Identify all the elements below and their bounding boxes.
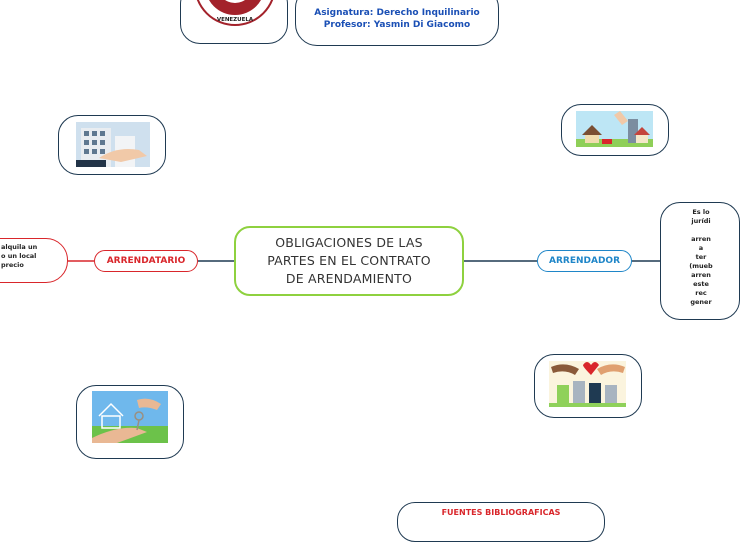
subject-text: Asignatura: Derecho Inquilinario: [314, 8, 480, 18]
arrendatario-definition-line: precio: [1, 261, 24, 269]
key-hand-image: [77, 386, 182, 457]
image-node-building-keys[interactable]: [58, 115, 166, 175]
arrendador-label: ARRENDADOR: [549, 256, 620, 266]
central-topic-line1: OBLIGACIONES DE LAS: [275, 235, 423, 250]
arrendador-definition-line: [671, 226, 731, 235]
arrendatario-node[interactable]: [94, 250, 198, 272]
arrendador-definition-line: Es lo: [692, 208, 710, 216]
arrendador-definition-node[interactable]: [660, 202, 740, 320]
bibliography-label: FUENTES BIBLIOGRAFICAS: [441, 508, 561, 517]
arrendador-definition-line: arren: [691, 235, 711, 243]
arrendador-node[interactable]: [537, 250, 632, 272]
arrendador-definition-line: ter: [695, 253, 707, 261]
professor-text: Profesor: Yasmin Di Giacomo: [323, 20, 471, 30]
arrendador-definition-line: jurídi: [691, 217, 711, 225]
arrendador-definition-line: a: [698, 244, 704, 252]
bibliography-node[interactable]: [397, 502, 605, 542]
building-keys-image: [59, 116, 164, 173]
logo-node[interactable]: [180, 0, 288, 44]
arrendador-definition-line: arren: [691, 271, 711, 279]
arrendador-definition-line: gener: [690, 298, 712, 306]
image-node-key-hand[interactable]: [76, 385, 184, 459]
university-seal-icon: [181, 0, 289, 45]
central-topic-line2: PARTES EN EL CONTRATO: [267, 253, 431, 268]
logo-text: VENEZUELA: [216, 17, 254, 23]
houses-image: [562, 105, 667, 155]
arrendatario-definition-line: o un local: [1, 252, 37, 260]
community-image: [535, 355, 640, 416]
arrendador-definition-line: (mueb: [689, 262, 713, 270]
central-topic[interactable]: [234, 226, 464, 296]
arrendador-definition-line: rec: [695, 289, 707, 297]
arrendatario-label: ARRENDATARIO: [106, 256, 186, 266]
arrendatario-definition-line: alquila un: [1, 243, 38, 251]
arrendatario-definition-node[interactable]: [0, 238, 68, 283]
central-topic-line3: DE ARENDAMIENTO: [285, 271, 413, 286]
image-node-community[interactable]: [534, 354, 642, 418]
image-node-houses[interactable]: [561, 104, 669, 156]
arrendador-definition-line: este: [693, 280, 709, 288]
header-node[interactable]: [295, 0, 499, 46]
